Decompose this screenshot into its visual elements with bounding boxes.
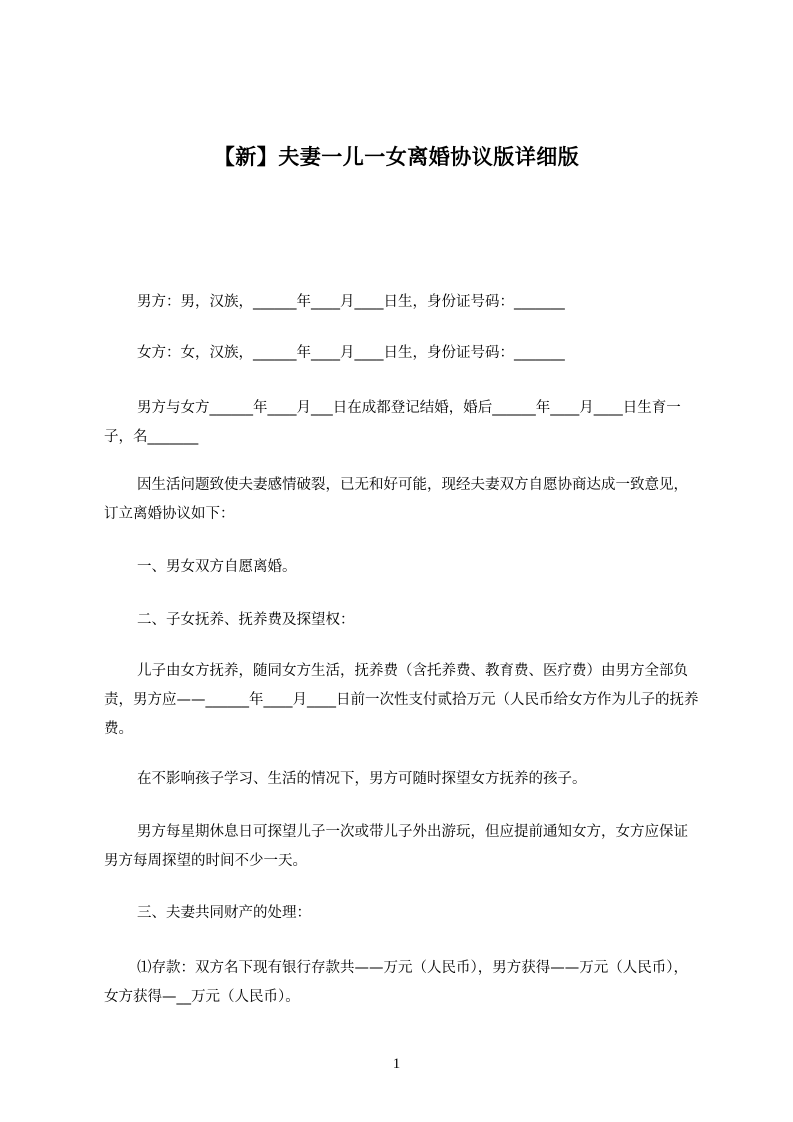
- clause-three-heading: 三、夫妻共同财产的处理：: [137, 905, 311, 921]
- paragraph-female-party: 女方：女，汉族，______年____月____日生，身份证号码：_______: [137, 345, 565, 361]
- paragraph-savings: ⑴存款：双方名下现有银行存款共——万元（人民币），男方获得——万元（人民币），女方获得—__万元（人民币）。: [104, 960, 688, 1005]
- paragraph-male-party: 男方：男，汉族，______年____月____日生，身份证号码：_______: [137, 294, 565, 310]
- paragraph-child-support: 儿子由女方抚养，随同女方生活，抚养费（含托养费、教育费、医疗费）由男方全部负责，男方应——______年____月____日前一次性支付贰拾万元（人民币给女方作为儿子的抚养费。: [104, 663, 699, 737]
- paragraph-visitation: 在不影响孩子学习、生活的情况下，男方可随时探望女方抚养的孩子。: [137, 771, 587, 787]
- page-number: 1: [392, 1056, 401, 1072]
- paragraph-marriage-info: 男方与女方______年____月___日在成都登记结婚，婚后______年____月____日生育一子，名_______: [104, 400, 681, 445]
- clause-two-heading: 二、子女抚养、抚养费及探望权：: [137, 612, 355, 628]
- paragraph-reason: 因生活问题致使夫妻感情破裂，已无和好可能，现经夫妻双方自愿协商达成一致意见，订立离婚协议如下：: [104, 477, 688, 522]
- clause-one: 一、男女双方自愿离婚。: [137, 559, 297, 575]
- paragraph-weekly-visit: 男方每星期休息日可探望儿子一次或带儿子外出游玩，但应提前通知女方，女方应保证男方每周探望的时间不少一天。: [104, 824, 688, 869]
- document-title: 【新】夫妻一儿一女离婚协议版详细版: [213, 145, 580, 169]
